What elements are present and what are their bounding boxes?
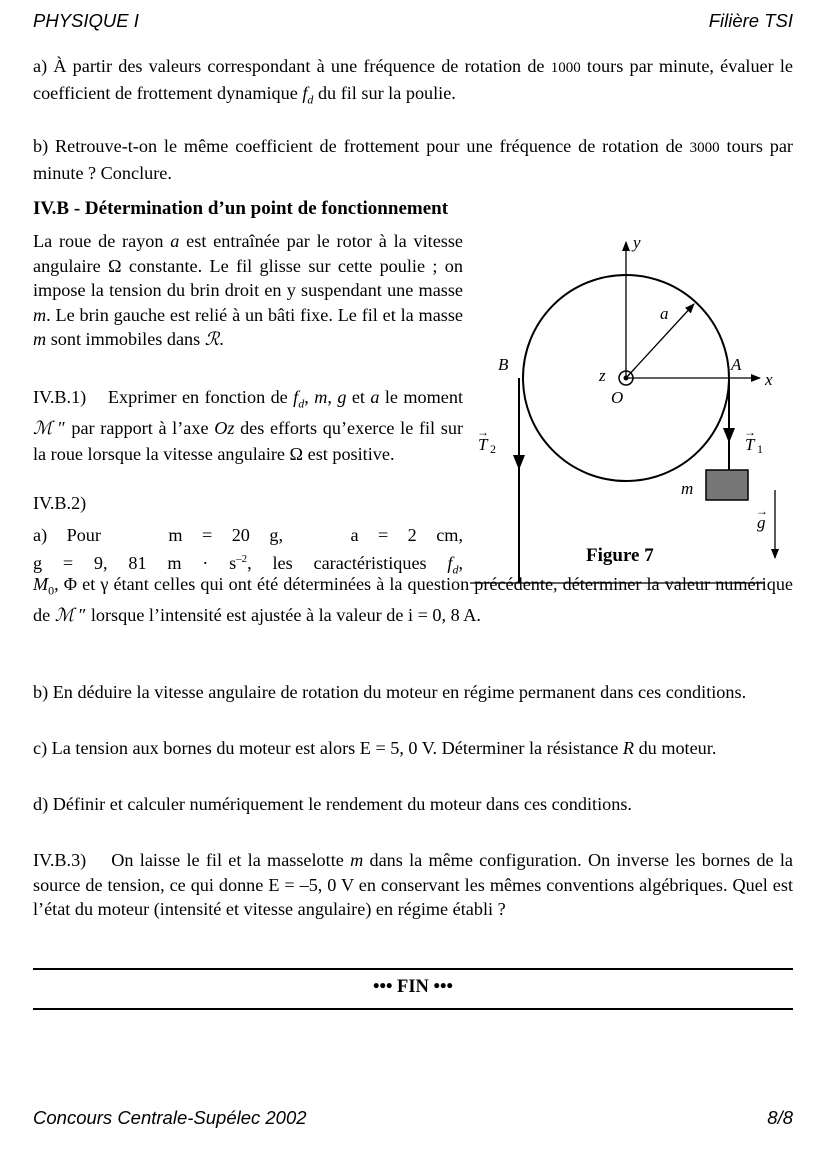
question-IVB2b: b) En déduire la vitesse angulaire de rotation du moteur en régime permanent dans ces conditions. [33, 682, 747, 702]
label-x: x [765, 370, 773, 389]
question-b-frequency: b) Retrouve-t-on le même coefficient de frottement pour une fréquence de rotation de 3000 tours par minute ? Conclure. [33, 136, 793, 183]
label-a: a [660, 304, 669, 323]
figure-caption: Figure 7 [586, 545, 654, 566]
rule-top [33, 968, 793, 970]
label-z: z [599, 366, 606, 385]
rule-bottom [33, 1008, 793, 1010]
svg-text:T: T [745, 435, 755, 454]
header-track: Filière TSI [708, 10, 793, 31]
mass-block [706, 470, 748, 500]
svg-text:2: 2 [490, 442, 496, 456]
footer-contest: Concours Centrale-Supélec 2002 [33, 1107, 307, 1128]
label-O: O [611, 388, 624, 407]
question-IVB3: IV.B.3) On laisse le fil et la masselotte m dans la même configuration. On inverse les bornes de la source de tension, ce qui donne E = –5, 0 V en conservant les mêmes conventions algébriques. Quel est l’état du moteur (intensité et vitesse angulaire) en régime établi ? [33, 850, 793, 919]
label-B: B [498, 355, 509, 374]
question-IVB2d: d) Définir et calculer numériquement le rendement du moteur dans ces conditions. [33, 794, 632, 814]
svg-text:→: → [756, 504, 768, 518]
label-T2 [477, 425, 496, 456]
figure-7-diagram [470, 228, 800, 598]
question-IVB2c: c) La tension aux bornes du moteur est alors E = 5, 0 V. Déterminer la résistance R du moteur. [33, 738, 717, 758]
svg-text:→: → [477, 425, 489, 439]
question-IVB1: IV.B.1) Exprimer en fonction de $f_d$, m, g et a le moment ℳ ″ par rapport à l’axe Oz des efforts qu’exerce le fil sur la roue lorsque la vitesse angulaire Ω est positive. [33, 387, 464, 464]
header-subject: PHYSIQUE I [33, 10, 139, 31]
question-IVB2a-rest: $M_0$, Φ et γ étant celles qui ont été déterminées à la question précédente, déterminer la valeur numérique de ℳ ″ lorsque l’intensité est ajustée à la valeur de i = 0, 8 A. [33, 574, 793, 627]
footer-page: 8/8 [767, 1107, 793, 1128]
label-T1 [744, 425, 763, 456]
question-IVB2-label: IV.B.2) [33, 493, 87, 513]
label-g [756, 504, 768, 532]
svg-text:g: g [757, 513, 766, 532]
question-a-frequency: a) À partir des valeurs correspondant à une fréquence de rotation de 1000 tours par minute, évaluer le coefficient de frottement dynamique $f_d$ du fil sur la poulie. [33, 56, 793, 107]
intro-paragraph: La roue de rayon a est entraînée par le rotor à la vitesse angulaire Ω constante. Le fil glisse sur cette poulie ; on impose la tension du brin droit en y suspendant une masse m. Le brin gauche est relié à un bâti fixe. Le fil et la masse m sont immobiles dans ℛ. [33, 231, 464, 350]
end-marker: ••• FIN ••• [373, 977, 453, 997]
section-title: IV.B - Détermination d’un point de fonctionnement [33, 198, 449, 219]
label-A: A [731, 355, 742, 374]
question-IVB2a-line1: a) Pour m = 20 g, a = 2 cm, [33, 525, 463, 545]
tension-T1-arrow [723, 428, 735, 443]
svg-text:T: T [478, 435, 488, 454]
tension-T2-arrow [513, 455, 525, 470]
question-IVB2a-line2: g = 9, 81 $m \cdot s^{-2}$, les caractéristiques $f_d$, [33, 553, 463, 577]
svg-text:1: 1 [757, 442, 763, 456]
label-y: y [633, 233, 641, 252]
label-m: m [681, 479, 694, 498]
svg-text:→: → [744, 425, 756, 439]
